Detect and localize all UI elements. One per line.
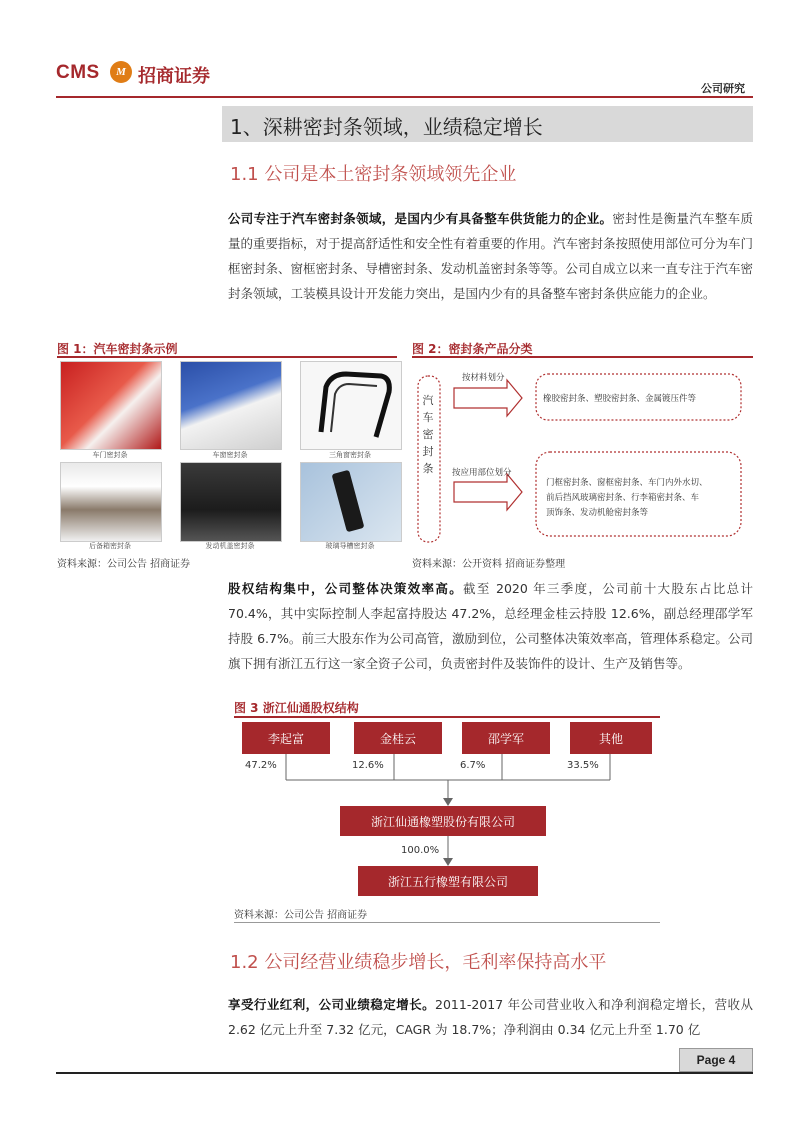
caption-trunk-seal: 后备箱密封条 — [89, 542, 131, 550]
position-categories-line-1: 门框密封条、窗框密封条、车门内外水切、 — [546, 478, 708, 488]
arrow-to-company — [443, 798, 453, 806]
triangle-window-seal-photo — [300, 361, 402, 450]
figure-2-rule — [412, 356, 753, 358]
category-main-label: 汽车密封条 — [422, 394, 434, 475]
shareholder-name-2: 金桂云 — [379, 732, 416, 746]
door-seal-photo — [60, 361, 162, 450]
figure-3-source: 资料来源：公司公告 招商证券 — [234, 910, 368, 921]
glass-run-seal-drawing — [301, 463, 401, 541]
paragraph-2 — [228, 576, 753, 676]
window-seal-photo — [180, 361, 282, 450]
arrow-label-material: 按材料划分 — [462, 373, 505, 383]
arrow-by-material — [454, 380, 522, 416]
figure-2-diagram — [412, 360, 753, 550]
figure-1-source: 资料来源：公司公告 招商证券 — [57, 559, 191, 570]
position-categories-line-3: 顶饰条、发动机舱密封条等 — [546, 508, 649, 518]
arrow-label-position: 按应用部位划分 — [452, 468, 512, 478]
caption-hood-seal: 发动机盖密封条 — [205, 542, 255, 550]
paragraph-2-lead: 股权结构集中，公司整体决策效率高。 — [228, 581, 464, 596]
trunk-seal-photo — [60, 462, 162, 542]
figure-3-bottom-rule — [234, 922, 660, 923]
page-number: Page 4 — [679, 1048, 753, 1072]
paragraph-2-body: 截至 2020 年三季度，公司前十大股东占比总计 70.4%，其中实际控制人李起富持股达 47.2%，总经理金桂云持股 12.6%，副总经理邵学军持股 6.7%。前三大股东作为公司高管，激励到位，公司整体决策效率高，管理体系稳定。公司旗下拥有浙江五行这一家全资子公司，负责密封件及装饰件的设计、生产及销售等。 — [228, 581, 753, 671]
glass-run-seal-photo — [300, 462, 402, 542]
header-divider — [56, 96, 753, 98]
position-categories-line-2: 前后挡风玻璃密封条、行李箱密封条、车 — [546, 493, 700, 503]
caption-triangle-seal: 三角窗密封条 — [329, 451, 371, 459]
paragraph-3-body: 2011-2017 年公司营业收入和净利润稳定增长，营收从 2.62 亿元上升至 7.32 亿元，CAGR 为 18.7%；净利润由 0.34 亿元上升至 1.70 亿 — [228, 997, 753, 1037]
paragraph-3 — [228, 992, 753, 1042]
section-heading: 1、深耕密封条领域，业绩稳定增长 — [230, 115, 543, 139]
caption-door-seal: 车门密封条 — [92, 451, 128, 459]
report-category: 公司研究 — [701, 82, 745, 95]
shareholder-pct-3: 6.7% — [460, 760, 486, 771]
logo-icon: M — [110, 61, 132, 83]
triangle-seal-drawing — [301, 362, 401, 449]
figure-1-rule — [57, 356, 397, 358]
subsidiary-name: 浙江五行橡塑有限公司 — [387, 875, 508, 889]
shareholder-name-1: 李起富 — [267, 732, 304, 746]
figure-1-title: 图 1：汽车密封条示例 — [57, 342, 178, 356]
caption-window-seal: 车窗密封条 — [212, 451, 248, 459]
shareholder-name-4: 其他 — [598, 732, 623, 746]
logo-chinese-name: 招商证券 — [138, 66, 210, 87]
figure-3-title: 图 3 浙江仙通股权结构 — [234, 701, 359, 715]
subsection-heading-1-2: 1.2 公司经营业绩稳步增长，毛利率保持高水平 — [230, 952, 607, 973]
subsection-heading-1-1: 1.1 公司是本土密封条领域领先企业 — [230, 164, 517, 185]
hood-seal-photo — [180, 462, 282, 542]
paragraph-1-lead: 公司专注于汽车密封条领域，是国内少有具备整车供货能力的企业。 — [228, 211, 613, 226]
shareholder-name-3: 邵学军 — [487, 732, 524, 746]
caption-glass-run-seal: 玻璃导槽密封条 — [325, 542, 375, 550]
paragraph-1-body: 密封性是衡量汽车整车质量的重要指标，对于提高舒适性和安全性有着重要的作用。汽车密封条按照使用部位可分为车门框密封条、窗框密封条、导槽密封条、发动机盖密封条等等。公司自成立以来一直专注于汽车密封条领域，工装模具设计开发能力突出，是国内少有的具备整车密封条供应能力的企业。 — [228, 211, 754, 301]
figure-2-title: 图 2：密封条产品分类 — [412, 342, 533, 356]
company-name: 浙江仙通橡塑股份有限公司 — [370, 815, 515, 829]
paragraph-1 — [228, 206, 753, 306]
logo-text: CMS — [56, 62, 100, 83]
shareholder-pct-2: 12.6% — [352, 760, 384, 771]
arrow-to-subsidiary — [443, 858, 453, 866]
subsidiary-ownership-pct: 100.0% — [401, 845, 440, 856]
position-categories — [546, 476, 708, 521]
figure-2-source: 资料来源：公开资料 招商证券整理 — [412, 559, 566, 570]
shareholder-pct-4: 33.5% — [567, 760, 599, 771]
material-categories: 橡胶密封条、塑胶密封条、金属镀压件等 — [543, 394, 697, 404]
paragraph-3-lead: 享受行业红利，公司业绩稳定增长。 — [228, 997, 436, 1012]
arrow-by-position — [454, 474, 522, 510]
shareholder-pct-1: 47.2% — [245, 760, 277, 771]
footer-divider — [56, 1072, 753, 1074]
